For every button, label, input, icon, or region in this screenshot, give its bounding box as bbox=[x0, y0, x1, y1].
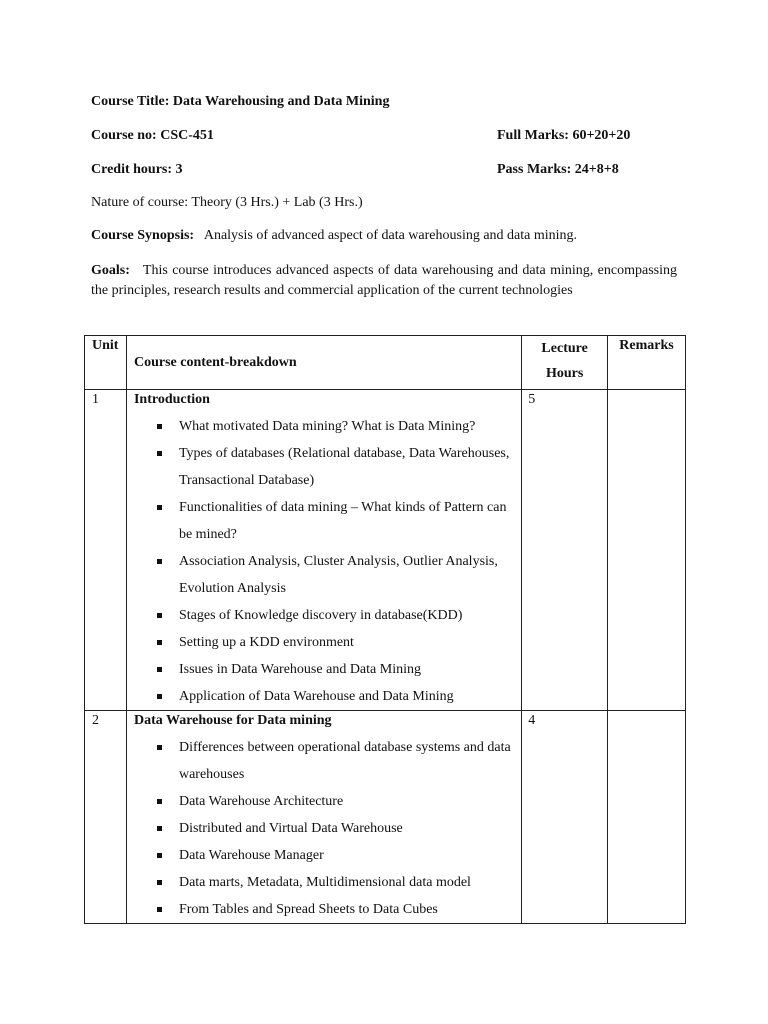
unit-number: 1 bbox=[85, 390, 127, 711]
full-marks: Full Marks: 60+20+20 bbox=[497, 128, 631, 143]
bullet-icon bbox=[157, 613, 162, 618]
header-remarks: Remarks bbox=[608, 336, 686, 390]
course-nature: Nature of course: Theory (3 Hrs.) + Lab (3 Hrs.) bbox=[91, 195, 363, 210]
remarks-cell bbox=[608, 711, 686, 924]
list-item: Stages of Knowledge discovery in database(KDD) bbox=[134, 602, 515, 629]
header-content: Course content-breakdown bbox=[126, 336, 521, 390]
list-item: What motivated Data mining? What is Data Mining? bbox=[134, 413, 515, 440]
remarks-cell bbox=[608, 390, 686, 711]
course-content-table bbox=[84, 335, 686, 924]
course-synopsis bbox=[91, 227, 577, 245]
list-item: Data marts, Metadata, Multidimensional data model bbox=[134, 869, 515, 896]
lecture-hours: 4 bbox=[522, 711, 608, 924]
list-item: From Tables and Spread Sheets to Data Cubes bbox=[134, 896, 515, 923]
list-item: Association Analysis, Cluster Analysis, Outlier Analysis, Evolution Analysis bbox=[134, 548, 515, 602]
pass-marks: Pass Marks: 24+8+8 bbox=[497, 162, 619, 177]
synopsis-text: Analysis of advanced aspect of data warehousing and data mining. bbox=[203, 228, 578, 243]
bullet-icon bbox=[157, 694, 162, 699]
table-row bbox=[85, 390, 686, 711]
topic-list bbox=[134, 734, 515, 923]
list-item: Setting up a KDD environment bbox=[134, 629, 515, 656]
header-hours: Hours bbox=[545, 366, 584, 381]
header-unit: Unit bbox=[85, 336, 127, 390]
bullet-icon bbox=[157, 667, 162, 672]
unit-title: Data Warehouse for Data mining bbox=[133, 713, 332, 728]
course-goals bbox=[91, 261, 677, 301]
list-item: Functionalities of data mining – What kinds of Pattern can be mined? bbox=[134, 494, 515, 548]
credit-hours: Credit hours: 3 bbox=[91, 162, 183, 177]
list-item: Application of Data Warehouse and Data Mining bbox=[134, 683, 515, 710]
unit-number: 2 bbox=[85, 711, 127, 924]
bullet-icon bbox=[157, 745, 162, 750]
lecture-hours: 5 bbox=[522, 390, 608, 711]
bullet-icon bbox=[157, 424, 162, 429]
list-item: Distributed and Virtual Data Warehouse bbox=[134, 815, 515, 842]
synopsis-label: Course Synopsis: bbox=[91, 228, 195, 243]
goals-text: This course introduces advanced aspects of data warehousing and data mining, encompassing the principles, research results and commercial application of the current technologies bbox=[91, 263, 677, 298]
bullet-icon bbox=[157, 907, 162, 912]
bullet-icon bbox=[157, 799, 162, 804]
table-header-row bbox=[85, 336, 686, 390]
goals-label: Goals: bbox=[91, 263, 130, 278]
unit-title: Introduction bbox=[133, 392, 210, 407]
bullet-icon bbox=[157, 559, 162, 564]
header-lecture-hours bbox=[522, 336, 608, 390]
unit-content bbox=[126, 711, 521, 924]
bullet-icon bbox=[157, 505, 162, 510]
table-row bbox=[85, 711, 686, 924]
bullet-icon bbox=[157, 826, 162, 831]
list-item: Differences between operational database systems and data warehouses bbox=[134, 734, 515, 788]
course-title: Course Title: Data Warehousing and Data Mining bbox=[91, 94, 390, 109]
list-item: Issues in Data Warehouse and Data Mining bbox=[134, 656, 515, 683]
list-item: Data Warehouse Manager bbox=[134, 842, 515, 869]
list-item: Types of databases (Relational database, Data Warehouses, Transactional Database) bbox=[134, 440, 515, 494]
list-item: Data Warehouse Architecture bbox=[134, 788, 515, 815]
bullet-icon bbox=[157, 640, 162, 645]
bullet-icon bbox=[157, 451, 162, 456]
header-lecture: Lecture bbox=[541, 341, 588, 356]
unit-content bbox=[126, 390, 521, 711]
topic-list bbox=[134, 413, 515, 710]
bullet-icon bbox=[157, 853, 162, 858]
bullet-icon bbox=[157, 880, 162, 885]
course-number: Course no: CSC-451 bbox=[91, 128, 214, 143]
